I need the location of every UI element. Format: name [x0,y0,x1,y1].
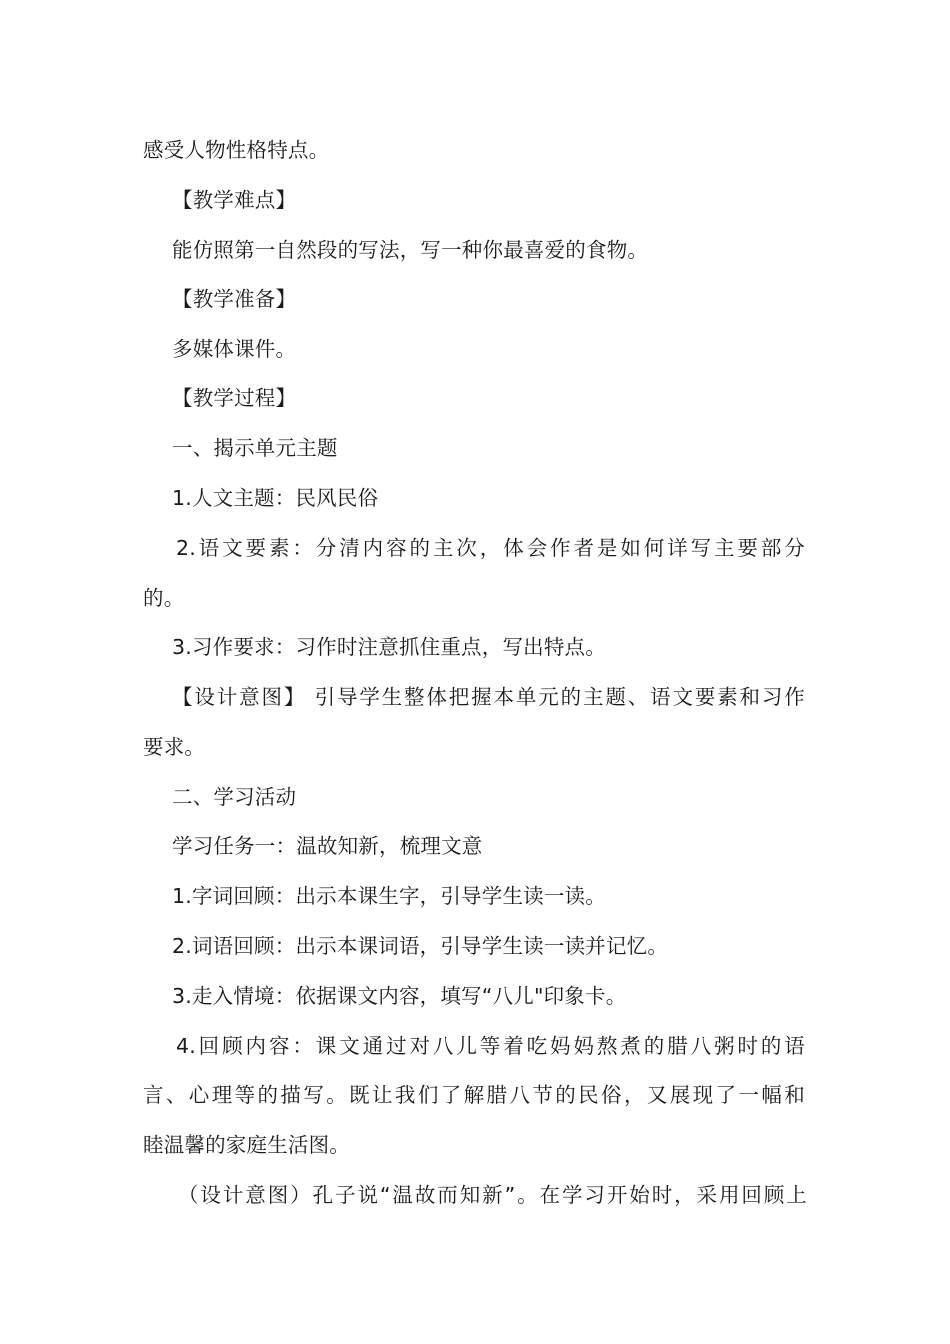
list-item: 4.回顾内容：课文通过对八儿等着吃妈妈熬煮的腊八粥时的语 [176,1034,805,1058]
list-item: 2.词语回顾：出示本课词语，引导学生读一读并记忆。 [172,934,669,958]
section-heading-teaching-difficulty: 【教学难点】 [172,188,297,212]
learning-task-heading: 学习任务一：温故知新，梳理文意 [172,834,483,858]
subheading-learning-activity: 二、学习活动 [172,785,297,809]
paragraph-line: 言、心理等的描写。既让我们了解腊八节的民俗，又展现了一幅和 [143,1083,805,1107]
list-item: 1.人文主题：民风民俗 [172,486,379,510]
paragraph-line: 睦温馨的家庭生活图。 [143,1133,350,1157]
design-intent-line: 【设计意图】 引导学生整体把握本单元的主题、语文要素和习作 [172,685,805,709]
paragraph-line: 能仿照第一自然段的写法，写一种你最喜爱的食物。 [172,238,649,262]
list-item: 2.语文要素：分清内容的主次，体会作者是如何详写主要部分 [176,536,805,560]
paragraph-line: 要求。 [143,735,206,759]
paragraph-line: 的。 [143,586,185,610]
paragraph-line: 多媒体课件。 [172,337,297,361]
list-item: 1.字词回顾：出示本课生字，引导学生读一读。 [172,884,606,908]
paragraph-line: 感受人物性格特点。 [143,138,330,162]
design-intent-line: （设计意图）孔子说“温故而知新”。在学习开始时，采用回顾上 [178,1183,807,1207]
list-item: 3.习作要求：习作时注意抓住重点，写出特点。 [172,635,606,659]
list-item: 3.走入情境：依据课文内容，填写“八儿"印象卡。 [172,984,627,1008]
section-heading-teaching-preparation: 【教学准备】 [172,287,297,311]
subheading-unit-theme: 一、揭示单元主题 [172,436,338,460]
section-heading-teaching-process: 【教学过程】 [172,386,297,410]
